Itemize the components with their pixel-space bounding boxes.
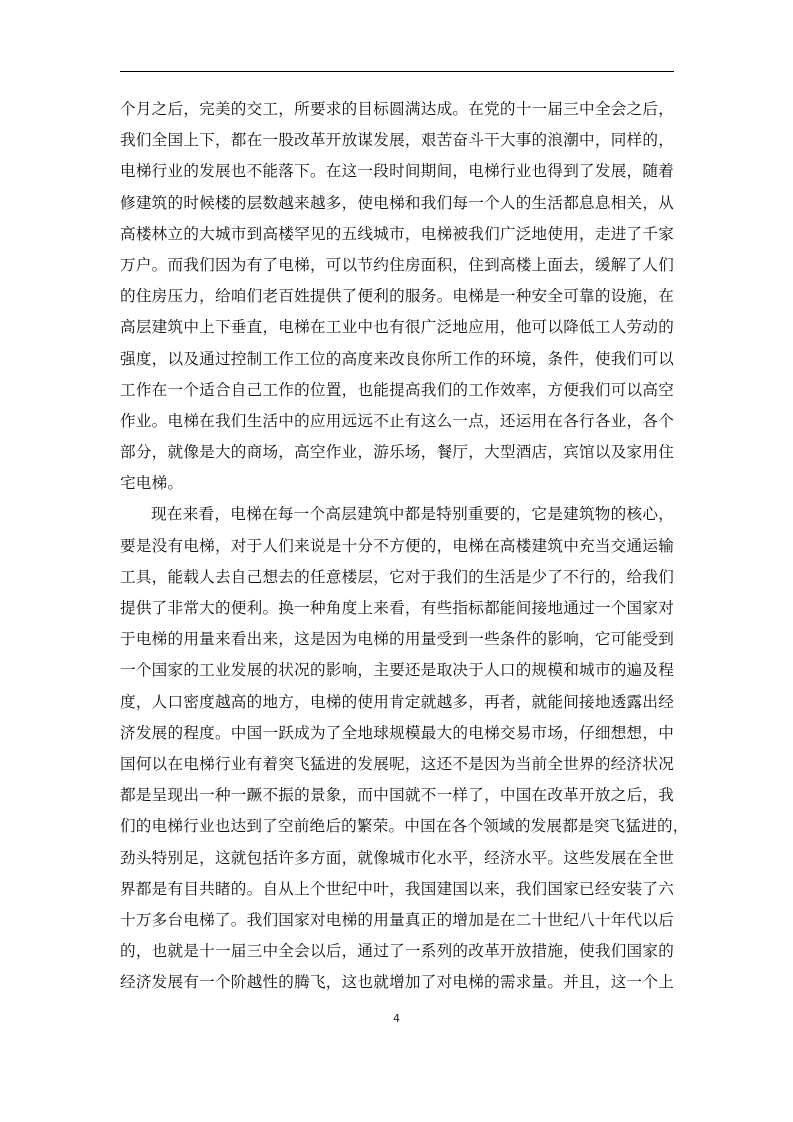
text-line: 界都是有目共睹的。自从上个世纪中叶，我国建国以来，我们国家已经安装了六 <box>120 879 674 898</box>
text-line: 高楼林立的大城市到高楼罕见的五线城市，电梯被我们广泛地使用，走进了千家 <box>120 224 674 243</box>
text-line: 要是没有电梯，对于人们来说是十分不方便的，电梯在高楼建筑中充当交通运输 <box>120 536 674 555</box>
text-line: 万户。而我们因为有了电梯，可以节约住房面积，住到高楼上面去，缓解了人们 <box>120 255 674 274</box>
text-line: 国何以在电梯行业有着突飞猛进的发展呢，这还不是因为当前全世界的经济状况 <box>120 754 674 773</box>
text-line: 济发展的程度。中国一跃成为了全地球规模最大的电梯交易市场，仔细想想，中 <box>120 723 674 742</box>
text-line: 经济发展有一个阶越性的腾飞，这也就增加了对电梯的需求量。并且，这一个上 <box>120 973 674 992</box>
text-line: 高层建筑中上下垂直，电梯在工业中也有很广泛地应用，他可以降低工人劳动的 <box>120 318 674 337</box>
text-line: 工作在一个适合自己工作的位置，也能提高我们的工作效率，方便我们可以高空 <box>120 380 674 399</box>
text-line: 现在来看，电梯在每一个高层建筑中都是特别重要的，它是建筑物的核心， <box>151 505 674 524</box>
text-line: 于电梯的用量来看出来，这是因为电梯的用量受到一些条件的影响，它可能受到 <box>120 630 674 649</box>
text-line: 作业。电梯在我们生活中的应用远远不止有这么一点，还运用在各行各业，各个 <box>120 411 674 430</box>
page-body <box>120 94 689 998</box>
text-line: 电梯行业的发展也不能落下。在这一段时间期间，电梯行业也得到了发展，随着 <box>120 162 674 181</box>
text-line: 强度，以及通过控制工作工位的高度来改良你所工作的环境，条件，使我们可以 <box>120 349 674 368</box>
text-line: 宅电梯。 <box>120 474 184 493</box>
text-line: 十万多台电梯了。我们国家对电梯的用量真正的增加是在二十世纪八十年代以后 <box>120 910 674 929</box>
text-line: 劲头特别足，这就包括许多方面，就像城市化水平，经济水平。这些发展在全世 <box>120 848 674 867</box>
text-line: 都是呈现出一种一蹶不振的景象，而中国就不一样了，中国在改革开放之后，我 <box>120 786 674 805</box>
text-line: 的住房压力，给咱们老百姓提供了便利的服务。电梯是一种安全可靠的设施，在 <box>120 287 674 306</box>
text-line: 修建筑的时候楼的层数越来越多，使电梯和我们每一个人的生活都息息相关，从 <box>120 193 674 212</box>
paragraph <box>120 499 689 998</box>
text-line: 我们全国上下，都在一股改革开放谋发展，艰苦奋斗干大事的浪潮中，同样的， <box>120 131 674 150</box>
text-line: 工具，能载人去自己想去的任意楼层，它对于我们的生活是少了不行的，给我们 <box>120 567 674 586</box>
text-line: 提供了非常大的便利。换一种角度上来看，有些指标都能间接地通过一个国家对 <box>120 599 674 617</box>
text-line: 个月之后，完美的交工，所要求的目标圆满达成。在党的十一届三中全会之后， <box>120 100 674 118</box>
paragraph <box>120 94 674 499</box>
text-line: 的，也就是十一届三中全会以后，通过了一系列的改革开放措施，使我们国家的 <box>120 942 674 961</box>
text-line: 度，人口密度越高的地方，电梯的使用肯定就越多，再者，就能间接地透露出经 <box>120 692 674 711</box>
text-line: 们的电梯行业也达到了空前绝后的繁荣。中国在各个领域的发展都是突飞猛进的， <box>120 817 689 836</box>
header-rule <box>120 71 674 72</box>
text-line: 一个国家的工业发展的状况的影响，主要还是取决于人口的规模和城市的遍及程 <box>120 661 674 680</box>
page-number: 4 <box>393 1012 400 1025</box>
text-line: 部分，就像是大的商场，高空作业，游乐场，餐厅，大型酒店，宾馆以及家用住 <box>120 443 674 462</box>
